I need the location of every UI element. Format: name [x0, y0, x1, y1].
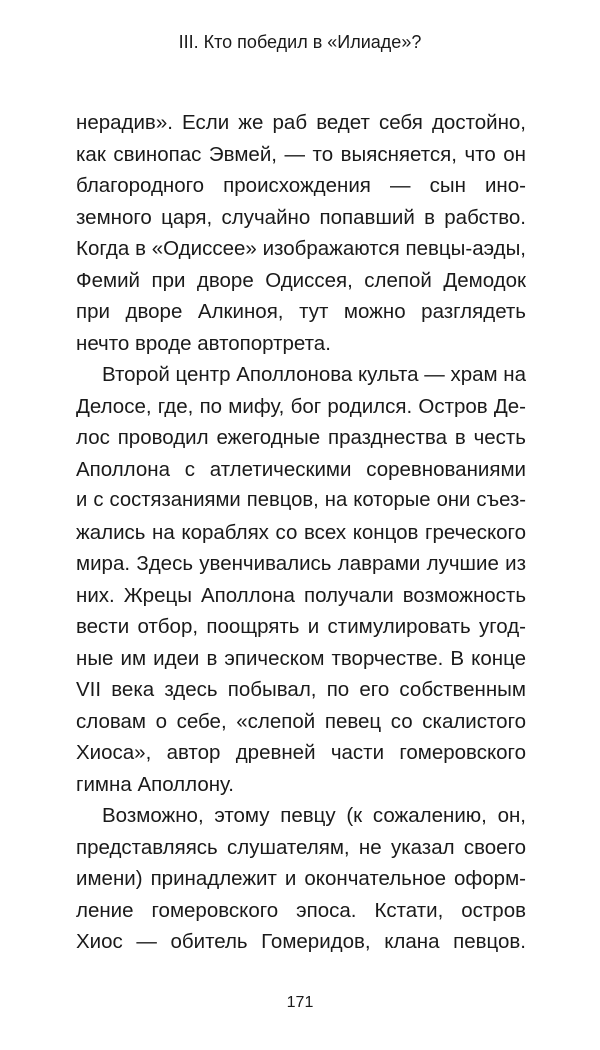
- page-number: 171: [286, 994, 314, 1011]
- body-text: [76, 107, 526, 958]
- text-line: нечто вроде автопортрета.: [76, 331, 331, 355]
- text-line: VII века здесь побывал, по его собственным: [76, 678, 526, 701]
- text-line: вести отбор, поощрять и стимулировать угод-: [76, 615, 526, 638]
- text-line: Второй центр Аполлонова культа — храм на: [102, 363, 527, 386]
- text-line: Аполлона с атлетическими соревнованиями: [76, 457, 526, 481]
- text-line: мира. Здесь увенчивались лаврами лучшие из: [76, 552, 526, 575]
- text-line: нерадив». Если же раб ведет себя достойно,: [76, 111, 526, 134]
- text-line: жались на кораблях со всех концов греческого: [76, 520, 526, 544]
- text-line: ные им идеи в эпическом творчестве. В конце: [76, 646, 526, 670]
- paragraph-2: [76, 359, 526, 800]
- text-line: словам о себе, «слепой певец со скалистого: [76, 709, 526, 733]
- text-line: и с состязаниями певцов, на которые они съез-: [76, 489, 526, 511]
- text-line: при дворе Алкиноя, тут можно разглядеть: [76, 300, 526, 323]
- running-header: III. Кто победил в «Илиаде»?: [178, 32, 422, 52]
- text-line: гимна Аполлону.: [76, 772, 234, 796]
- text-line: Хиоса», автор древней части гомеровского: [76, 741, 526, 764]
- text-line: имени) принадлежит и окончательное оформ-: [76, 867, 526, 890]
- text-line: лос проводил ежегодные празднества в честь: [76, 426, 526, 449]
- text-line: Когда в «Одиссее» изображаются певцы-аэды,: [76, 237, 526, 260]
- text-line: как свинопас Эвмей, — то выясняется, что он: [76, 142, 526, 166]
- text-line: ление гомеровского эпоса. Кстати, остров: [76, 898, 526, 922]
- text-line: представляясь слушателям, не указал своего: [76, 835, 526, 859]
- text-line: Делосе, где, по мифу, бог родился. Остров Де-: [76, 394, 526, 418]
- text-line: них. Жрецы Аполлона получали возможность: [76, 583, 526, 607]
- paragraph-1: [76, 107, 526, 359]
- text-line: благородного происхождения — сын ино-: [76, 174, 526, 197]
- text-line: Хиос — обитель Гомеридов, клана певцов.: [76, 930, 526, 953]
- paragraph-3: [76, 800, 526, 958]
- text-line: Фемий при дворе Одиссея, слепой Демодок: [76, 268, 526, 292]
- text-line: Возможно, этому певцу (к сожалению, он,: [102, 804, 526, 827]
- text-line: земного царя, случайно попавший в рабство.: [76, 205, 526, 229]
